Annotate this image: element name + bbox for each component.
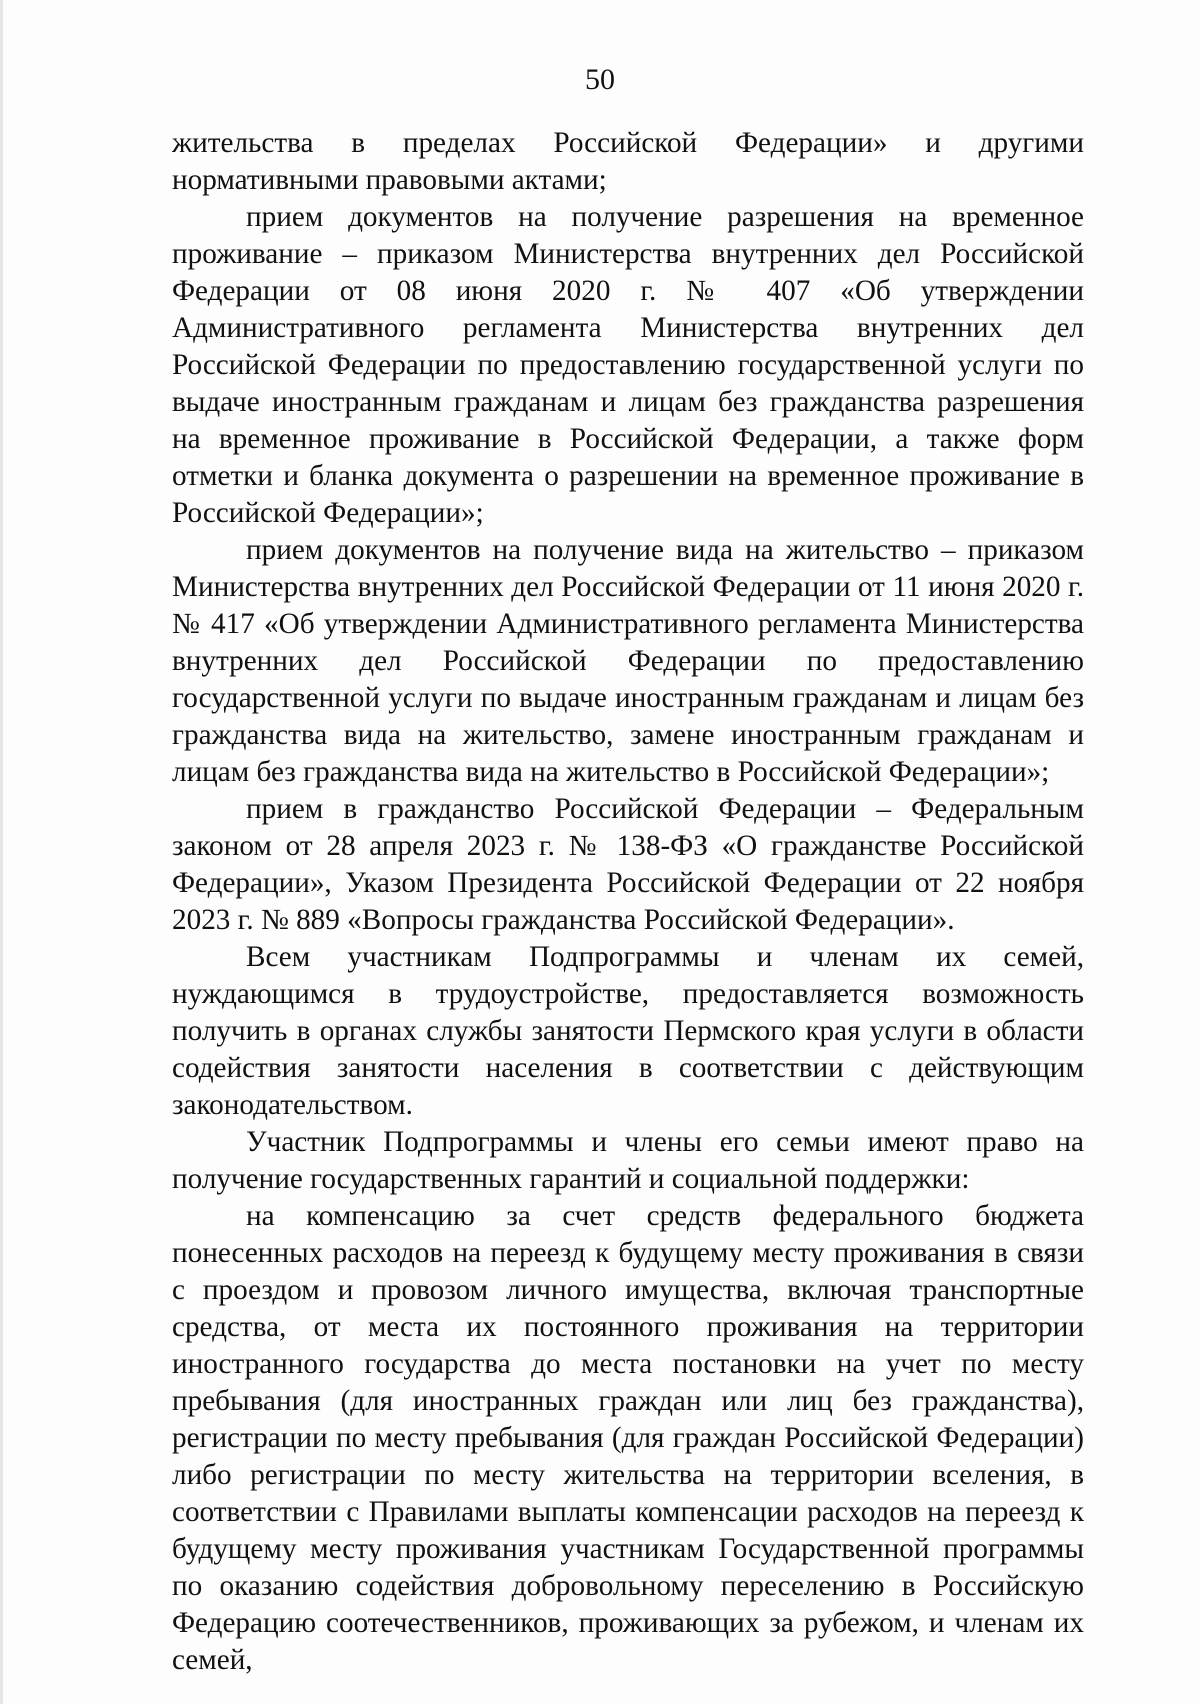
paragraph-temporary-residence: прием документов на получение разрешения на временное проживание – приказом Министерства внутренних дел Российской Федерации от 08 июня 2020 г. № 407 «Об утверждении Административного регламента Министерства внутренних дел Российской Федерации по предоставлению государственной услуги по выдаче иностранным гражданам и лицам без гражданства разрешения на временное проживание в Российской Федерации, а также форм отметки и бланка документа о разрешении на временное проживание в Российской Федерации»; (172, 201, 1084, 529)
paragraph-compensation: на компенсацию за счет средств федерального бюджета понесенных расходов на переезд к будущему месту проживания в связи с проездом и провозом личного имущества, включая транспортные средства, от места их постоянного проживания на территории иностранного государства до места постановки на учет по месту пребывания (для иностранных граждан или лиц без гражданства), регистрации по месту пребывания (для граждан Российской Федерации) либо регистрации по месту жительства на территории вселения, в соответствии с Правилами выплаты компенсации расходов на переезд к будущему месту проживания участникам Государственной программы по оказанию содействия добровольному переселению в Российскую Федерацию соотечественников, проживающих за рубежом, и членам их семей, (172, 1200, 1084, 1676)
paragraph-citizenship: прием в гражданство Российской Федерации – Федеральным законом от 28 апреля 2023 г. № 138-ФЗ «О гражданстве Российской Федерации», Указом Президента Российской Федерации от 22 ноября 2023 г. № 889 «Вопросы гражданства Российской Федерации». (172, 793, 1084, 936)
paragraph-guarantees: Участник Подпрограммы и члены его семьи имеют право на получение государственных гарантий и социальной поддержки: (172, 1126, 1084, 1195)
page-number: 50 (585, 63, 615, 96)
paragraph-residence-permit: прием документов на получение вида на жительство – приказом Министерства внутренних дел Российской Федерации от 11 июня 2020 г. № 417 «Об утверждении Административного регламента Министерства внутренних дел Российской Федерации по предоставлению государственной услуги по выдаче иностранным гражданам и лицам без гражданства вида на жительство, замене иностранным гражданам и лицам без гражданства вида на жительство в Российской Федерации»; (172, 534, 1084, 788)
document-body (172, 125, 1084, 1679)
paragraph-continuation: жительства в пределах Российской Федерации» и другими нормативными правовыми актами; (172, 127, 1084, 196)
paragraph-employment: Всем участникам Подпрограммы и членам их семей, нуждающимся в трудоустройстве, предоставляется возможность получить в органах службы занятости Пермского края услуги в области содействия занятости населения в соответствии с действующим законодательством. (172, 941, 1084, 1121)
scan-edge (0, 0, 3, 1704)
